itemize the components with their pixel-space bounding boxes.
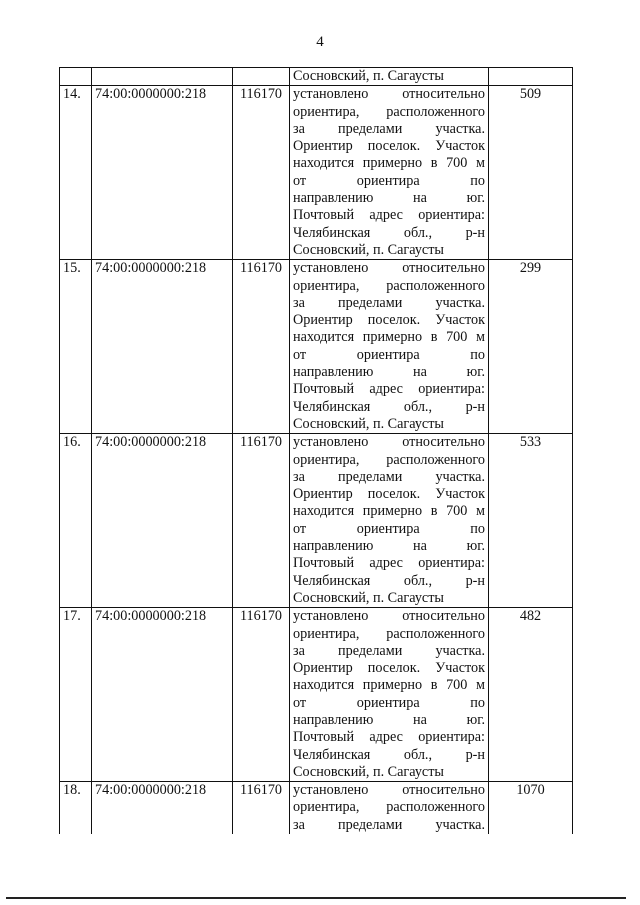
description-line: Сосновский, п. Сагаусты [293, 68, 444, 84]
cadastral-number: 74:00:0000000:218 [92, 260, 233, 434]
row-number: 17. [60, 608, 92, 782]
description-line: Сосновский, п. Сагаусты [293, 241, 444, 258]
description-line: Почтовый адрес ориентира: [293, 381, 485, 398]
footer-rule [6, 897, 626, 899]
description-line: ориентира, расположенного [293, 625, 485, 642]
location-description [290, 434, 489, 608]
description-line: Ориентир поселок. Участок [293, 138, 485, 155]
table-row [60, 260, 573, 434]
area-cell [489, 68, 573, 86]
description-line: направлению на юг. [293, 711, 485, 728]
description-line: за пределами участка. [293, 294, 485, 311]
land-code: 116170 [233, 782, 290, 834]
description-cell [290, 68, 489, 86]
cadastral-cell [92, 68, 233, 86]
area-value: 509 [489, 86, 573, 260]
description-line: направлению на юг. [293, 538, 485, 555]
description-line: Почтовый адрес ориентира: [293, 207, 485, 224]
description-line: установлено относительно [293, 86, 485, 103]
description-line: ориентира, расположенного [293, 103, 485, 120]
description-line: установлено относительно [293, 608, 485, 625]
area-value: 1070 [489, 782, 573, 834]
land-code: 116170 [233, 434, 290, 608]
description-line: ориентира, расположенного [293, 277, 485, 294]
description-line: от ориентира по [293, 520, 485, 537]
description-line: Челябинская обл., р-н [293, 224, 485, 241]
description-line: за пределами участка. [293, 642, 485, 659]
cadastral-number: 74:00:0000000:218 [92, 86, 233, 260]
table-row [60, 434, 573, 608]
table-row [60, 86, 573, 260]
row-number: 15. [60, 260, 92, 434]
continuation-row [60, 68, 573, 86]
location-description [290, 260, 489, 434]
cadastral-number: 74:00:0000000:218 [92, 434, 233, 608]
location-description [290, 86, 489, 260]
land-code: 116170 [233, 86, 290, 260]
table-row [60, 608, 573, 782]
area-value: 299 [489, 260, 573, 434]
description-line: находится примерно в 700 м [293, 677, 485, 694]
description-line: Ориентир поселок. Участок [293, 486, 485, 503]
land-code: 116170 [233, 260, 290, 434]
land-plots-table [59, 67, 573, 834]
row-number: 14. [60, 86, 92, 260]
description-line: Челябинская обл., р-н [293, 746, 485, 763]
description-line: за пределами участка. [293, 120, 485, 137]
row-number: 18. [60, 782, 92, 834]
row-number: 16. [60, 434, 92, 608]
description-line: установлено относительно [293, 260, 485, 277]
description-line: Челябинская обл., р-н [293, 398, 485, 415]
description-line: Сосновский, п. Сагаусты [293, 763, 444, 780]
description-line: Сосновский, п. Сагаусты [293, 589, 444, 606]
description-line: Ориентир поселок. Участок [293, 660, 485, 677]
num-cell [60, 68, 92, 86]
area-value: 533 [489, 434, 573, 608]
page-number: 4 [316, 34, 324, 50]
location-description [290, 608, 489, 782]
description-line: находится примерно в 700 м [293, 503, 485, 520]
description-line: от ориентира по [293, 694, 485, 711]
description-line: Сосновский, п. Сагаусты [293, 415, 444, 432]
description-line: установлено относительно [293, 434, 485, 451]
description-line: направлению на юг. [293, 190, 485, 207]
description-line: находится примерно в 700 м [293, 155, 485, 172]
description-line: Почтовый адрес ориентира: [293, 729, 485, 746]
description-line: Челябинская обл., р-н [293, 572, 485, 589]
table-row [60, 782, 573, 834]
land-code: 116170 [233, 608, 290, 782]
description-line: Почтовый адрес ориентира: [293, 555, 485, 572]
cadastral-number: 74:00:0000000:218 [92, 608, 233, 782]
description-line: от ориентира по [293, 346, 485, 363]
cadastral-number: 74:00:0000000:218 [92, 782, 233, 834]
description-line: установлено относительно [293, 782, 485, 799]
code-cell [233, 68, 290, 86]
description-line: ориентира, расположенного [293, 451, 485, 468]
location-description [290, 782, 489, 834]
area-value: 482 [489, 608, 573, 782]
description-line: находится примерно в 700 м [293, 329, 485, 346]
description-line: от ориентира по [293, 172, 485, 189]
description-line: Ориентир поселок. Участок [293, 312, 485, 329]
description-line: за пределами участка. [293, 816, 485, 833]
description-line: направлению на юг. [293, 364, 485, 381]
description-line: ориентира, расположенного [293, 799, 485, 816]
description-line: за пределами участка. [293, 468, 485, 485]
